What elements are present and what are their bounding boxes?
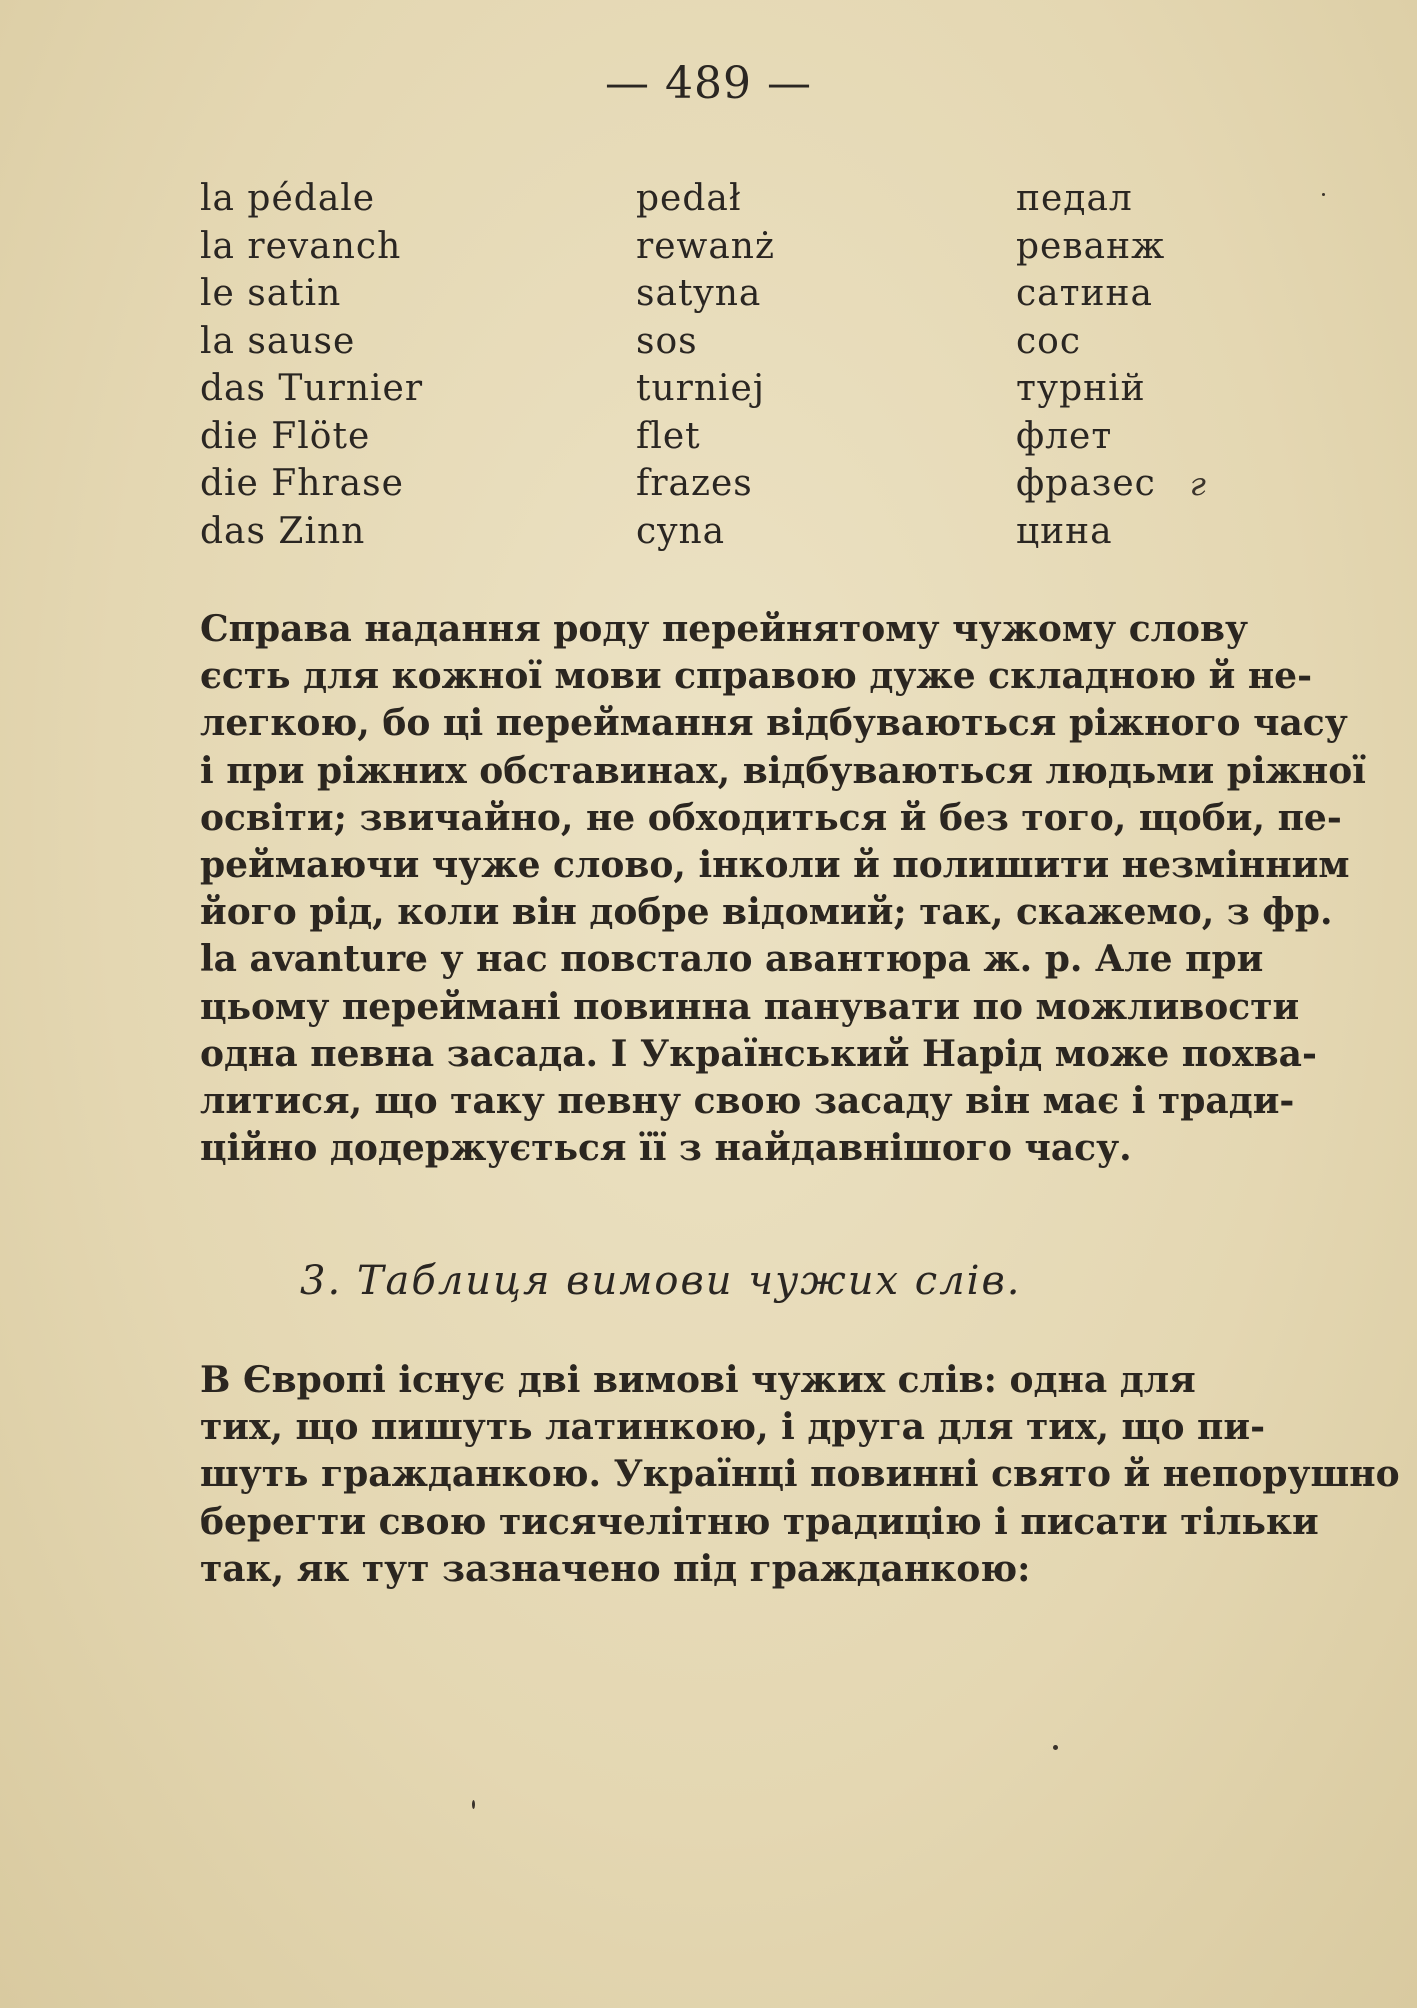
word-original: die Flöte [200, 415, 371, 457]
ink-speck [1322, 193, 1325, 196]
paragraph-pronunciation [200, 1357, 1400, 1593]
word-ukrainian: турній [1016, 368, 1146, 409]
word-original: die Fhrase [200, 463, 404, 504]
word-original: le satin [200, 273, 342, 314]
word-polish: rewanż [636, 225, 775, 267]
word-table-row [200, 270, 1260, 318]
text-line: одна певна засада. І Український Нарід може похва- [200, 1032, 1317, 1075]
word-table-row [200, 413, 1260, 461]
text-line: Справа надання роду перейнятому чужому слову [200, 608, 1249, 650]
word-ukrainian: реванж [1016, 225, 1166, 267]
text-line: освіти; звичайно, не обходиться й без того, щоби, пе- [200, 796, 1342, 839]
text-line: la avanture у нас повстало авантюра ж. р. Але при [200, 938, 1264, 981]
paragraph-gender-of-loanwords [200, 606, 1366, 1172]
text-line: тих, що пишуть латинкою, і друга для тих, що пи- [200, 1406, 1266, 1449]
section-heading: 3. Таблиця вимови чужих слів. [300, 1258, 1022, 1304]
text-line: реймаючи чуже слово, інколи й полишити незмінним [200, 844, 1350, 887]
text-line: берегти свою тисячелітню традицію і писати тільки [200, 1500, 1319, 1543]
word-ukrainian: цина [1016, 510, 1113, 552]
ink-speck [472, 1800, 475, 1809]
text-line: ційно додержується її з найдавнішого часу. [200, 1127, 1132, 1170]
word-ukrainian: сатина [1016, 273, 1153, 314]
word-table [200, 175, 1260, 555]
text-line: і при ріжних обставинах, відбуваються людьми ріжної [200, 749, 1366, 792]
word-ukrainian: сос [1016, 320, 1081, 362]
text-line: єсть для кожної мови справою дуже складною й не- [200, 655, 1313, 698]
word-table-row [200, 365, 1260, 413]
handwritten-annotation: г [1189, 465, 1207, 503]
page-number: — 489 — [605, 58, 812, 109]
text-line: так, як тут зазначено під гражданкою: [200, 1547, 1031, 1590]
text-line: В Європі існує дві вимові чужих слів: одна для [200, 1359, 1196, 1401]
text-line: литися, що таку певну свою засаду він має і тради- [200, 1080, 1295, 1123]
word-polish: turniej [636, 368, 766, 409]
word-table-row [200, 460, 1260, 508]
word-table-row [200, 175, 1260, 223]
word-original: das Turnier [200, 368, 424, 409]
word-table-row [200, 508, 1260, 556]
word-polish: sos [636, 320, 698, 362]
text-line: цьому переймані повинна панувати по можливости [200, 985, 1300, 1028]
word-table-row [200, 223, 1260, 271]
word-original: das Zinn [200, 510, 366, 552]
text-line: легкою, бо ці переймання відбуваються ріжного часу [200, 702, 1348, 745]
word-original: la sause [200, 320, 356, 362]
word-original: la revanch [200, 225, 402, 267]
word-polish: flet [636, 415, 701, 457]
word-polish: pedał [636, 178, 742, 219]
word-polish: frazes [636, 463, 753, 504]
word-polish: cyna [636, 510, 726, 552]
word-ukrainian: педал [1016, 178, 1133, 219]
word-polish: satyna [636, 273, 762, 314]
word-ukrainian: флет [1016, 415, 1113, 457]
word-ukrainian: фразес г [1016, 463, 1207, 504]
text-line: його рід, коли він добре відомий; так, скажемо, з фр. [200, 891, 1333, 934]
text-line: шуть гражданкою. Українці повинні свято й непорушно [200, 1453, 1400, 1496]
word-table-row [200, 318, 1260, 366]
word-original: la pédale [200, 178, 376, 219]
ink-speck [1053, 1745, 1058, 1750]
